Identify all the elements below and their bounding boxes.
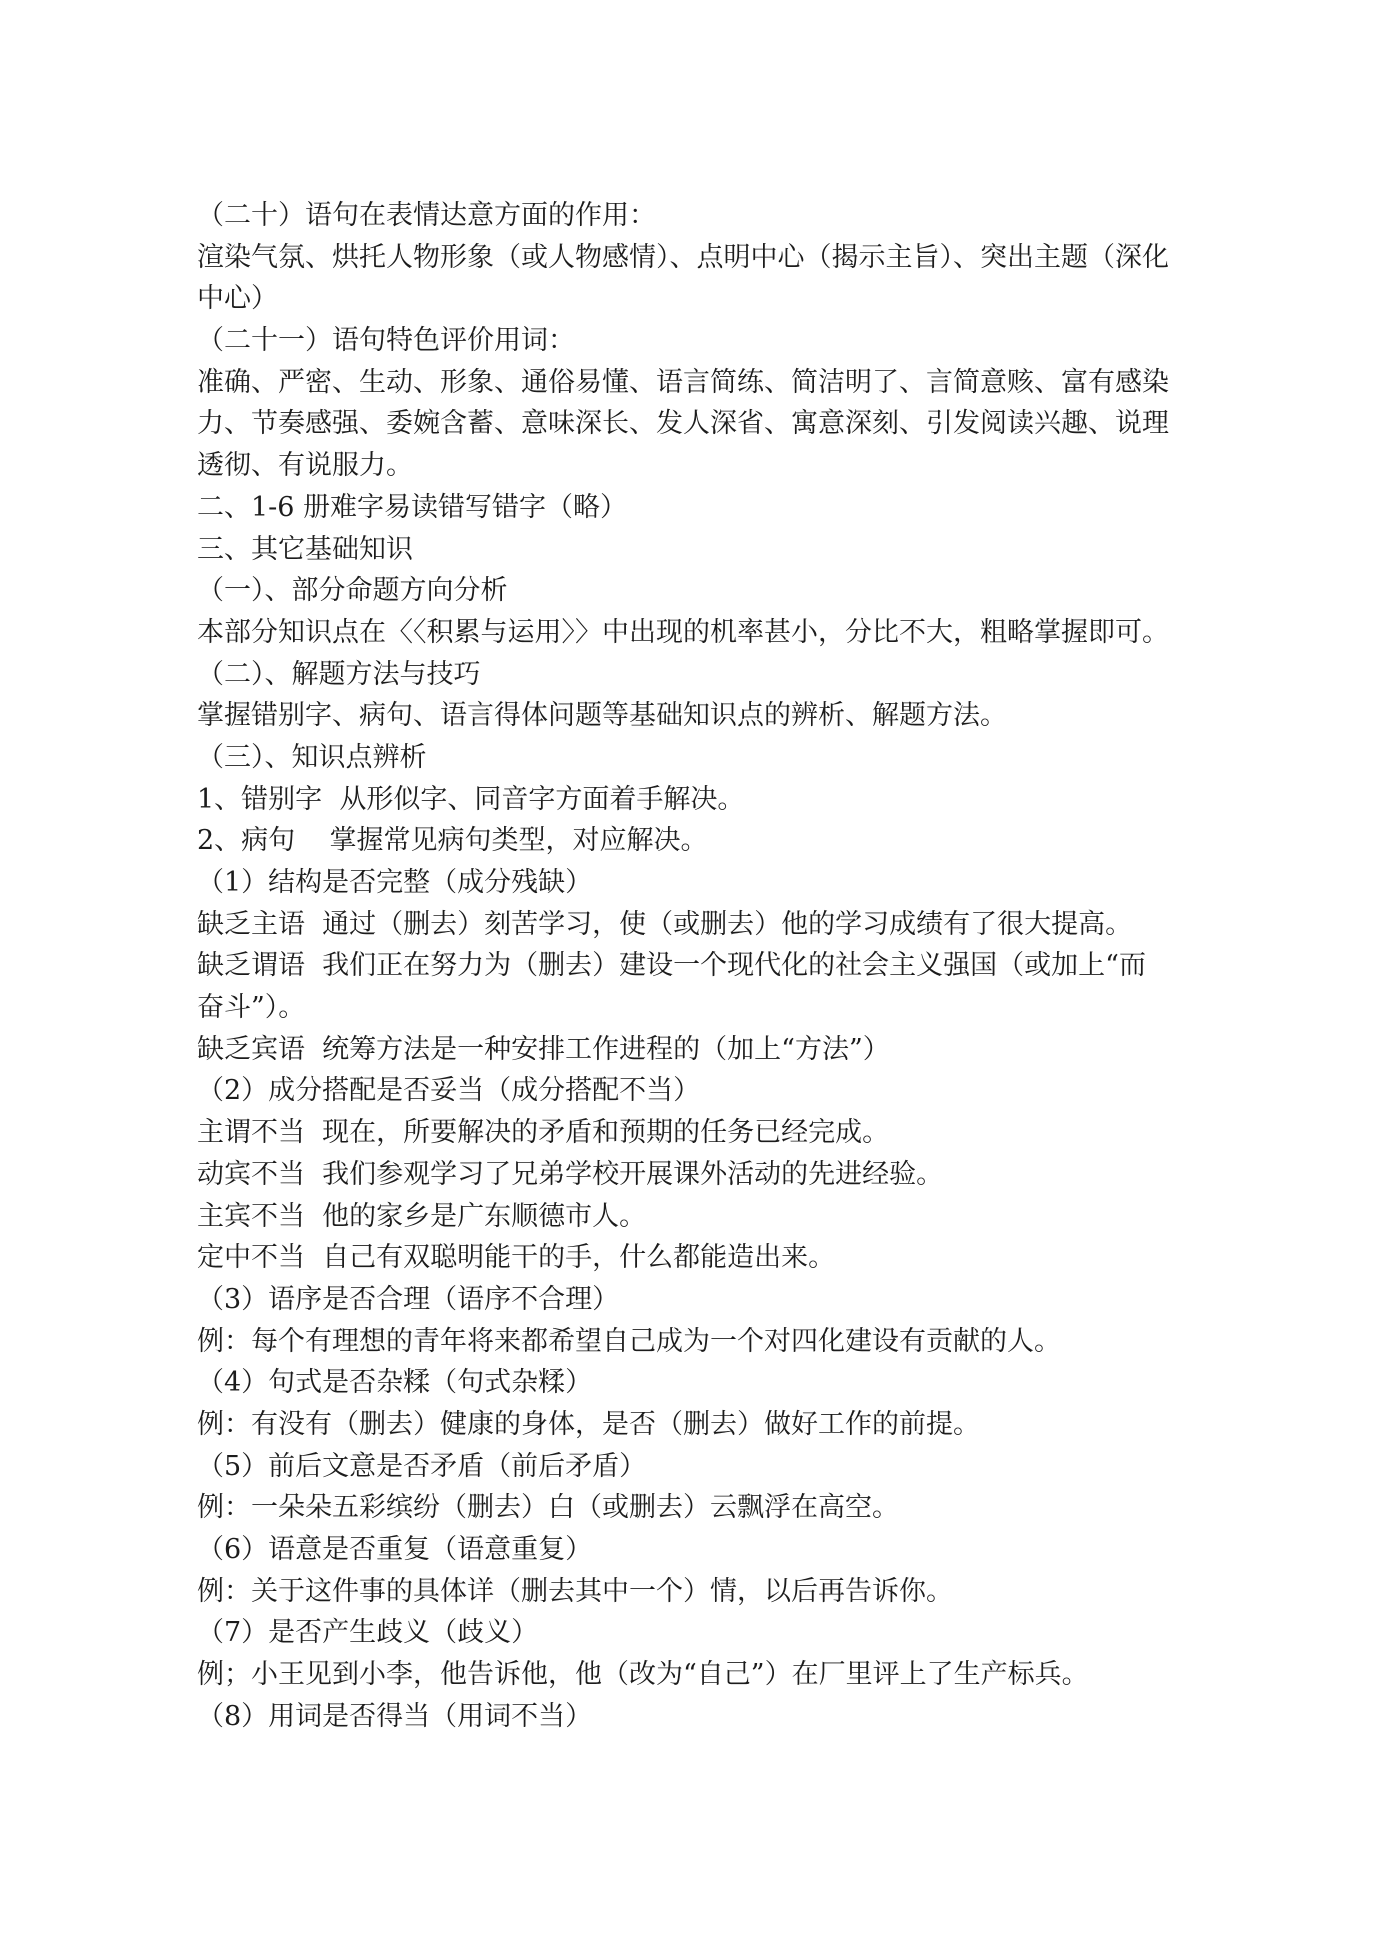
example-sentence: 主谓不当 现在，所要解决的矛盾和预期的任务已经完成。	[197, 1117, 890, 1149]
item-heading: 2、病句 掌握常见病句类型，对应解决。	[197, 825, 708, 857]
error-type-heading: （8）用词是否得当（用词不当）	[197, 1700, 593, 1732]
example-sentence: 主宾不当 他的家乡是广东顺德市人。	[197, 1200, 647, 1232]
chapter-heading: 三、其它基础知识	[197, 533, 413, 565]
subsection-heading: （三）、知识点辨析	[197, 741, 427, 773]
error-type-heading: （5）前后文意是否矛盾（前后矛盾）	[197, 1450, 647, 1482]
error-type-heading: （2）成分搭配是否妥当（成分搭配不当）	[197, 1075, 701, 1107]
body-text: 本部分知识点在〈〈积累与运用〉〉中出现的机率甚小，分比不大，粗略掌握即可。	[197, 616, 1169, 648]
document-body	[197, 195, 1207, 1737]
body-text: 掌握错别字、病句、语言得体问题等基础知识点的辨析、解题方法。	[197, 700, 1007, 732]
body-text: 渲染气氛、烘托人物形象（或人物感情）、点明中心（揭示主旨）、突出主题（深化	[197, 241, 1169, 273]
example-sentence: 定中不当 自己有双聪明能干的手，什么都能造出来。	[197, 1242, 836, 1274]
example-sentence: 例：有没有（删去）健康的身体，是否（删去）做好工作的前提。	[197, 1408, 980, 1440]
example-sentence: 动宾不当 我们参观学习了兄弟学校开展课外活动的先进经验。	[197, 1158, 944, 1190]
section-heading: （二十一）语句特色评价用词：	[197, 325, 575, 357]
subsection-heading: （二）、解题方法与技巧	[197, 658, 481, 690]
item-heading: 1、错别字 从形似字、同音字方面着手解决。	[197, 783, 745, 815]
body-text: 中心）	[197, 283, 278, 315]
error-type-heading: （3）语序是否合理（语序不合理）	[197, 1283, 620, 1315]
example-sentence: 缺乏主语 通过（删去）刻苦学习，使（或删去）他的学习成绩有了很大提高。	[197, 908, 1133, 940]
example-sentence: 例；小王见到小李，他告诉他，他（改为“自己”）在厂里评上了生产标兵。	[197, 1659, 1089, 1691]
error-type-heading: （4）句式是否杂糅（句式杂糅）	[197, 1367, 593, 1399]
example-sentence: 例：每个有理想的青年将来都希望自己成为一个对四化建设有贡献的人。	[197, 1325, 1061, 1357]
example-sentence: 例：关于这件事的具体详（删去其中一个）情，以后再告诉你。	[197, 1575, 953, 1607]
example-sentence: 例：一朵朵五彩缤纷（删去）白（或删去）云飘浮在高空。	[197, 1492, 899, 1524]
body-text: 力、节奏感强、委婉含蓄、意味深长、发人深省、寓意深刻、引发阅读兴趣、说理	[197, 408, 1169, 440]
subsection-heading: （一）、部分命题方向分析	[197, 575, 508, 607]
error-type-heading: （6）语意是否重复（语意重复）	[197, 1534, 593, 1565]
example-sentence: 缺乏谓语 我们正在努力为（删去）建设一个现代化的社会主义强国（或加上“而	[197, 950, 1146, 982]
example-sentence: 缺乏宾语 统筹方法是一种安排工作进程的（加上“方法”）	[197, 1033, 890, 1065]
body-text: 准确、严密、生动、形象、通俗易懂、语言简练、简洁明了、言简意赅、富有感染	[197, 366, 1169, 398]
body-text: 透彻、有说服力。	[197, 450, 413, 482]
example-sentence: 奋斗”）。	[197, 992, 306, 1024]
error-type-heading: （1）结构是否完整（成分残缺）	[197, 867, 593, 898]
section-heading: （二十）语句在表情达意方面的作用：	[197, 200, 656, 231]
chapter-heading: 二、1-6 册难字易读错写错字（略）	[197, 491, 628, 523]
error-type-heading: （7）是否产生歧义（歧义）	[197, 1617, 539, 1649]
